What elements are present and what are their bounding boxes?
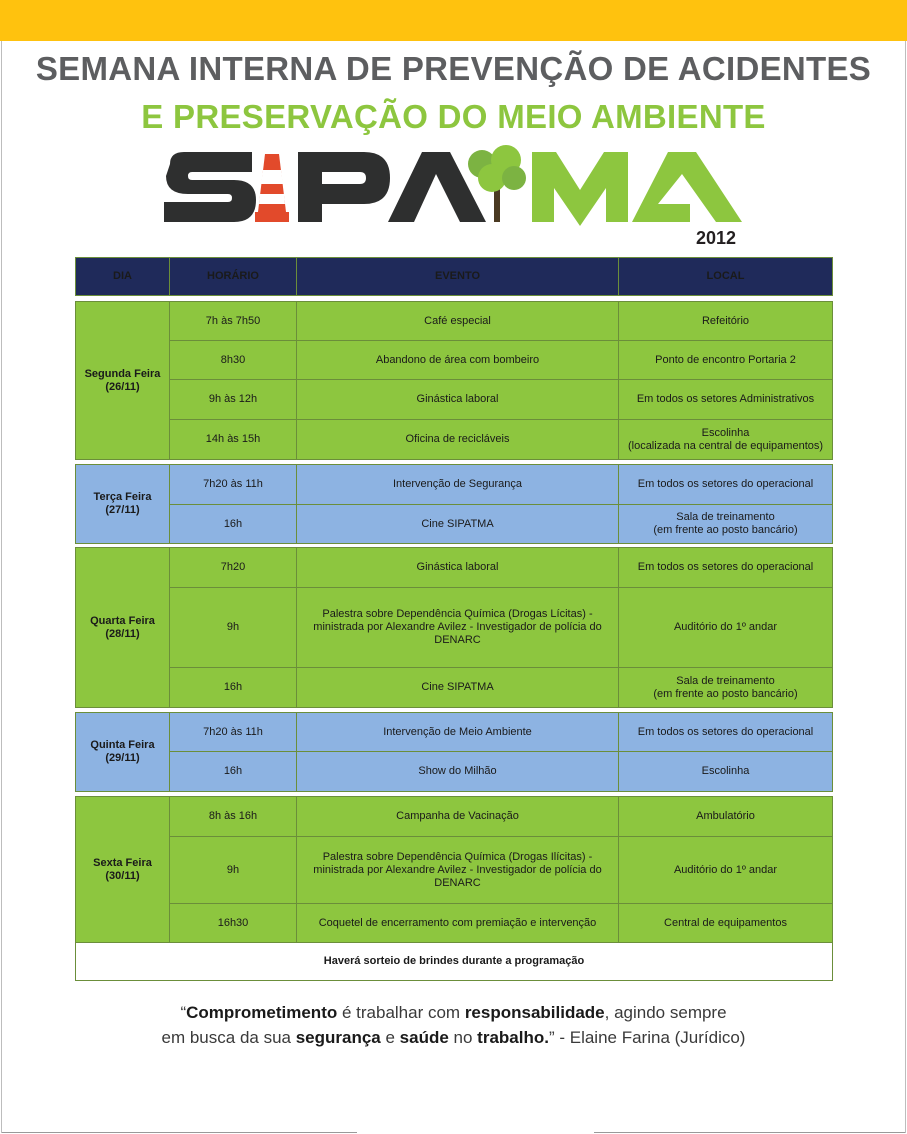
event-cell: Show do Milhão bbox=[297, 752, 619, 792]
event-cell: Intervenção de Meio Ambiente bbox=[297, 713, 619, 752]
title-line-2: E PRESERVAÇÃO DO MEIO AMBIENTE bbox=[141, 98, 766, 135]
quote-bold-5: trabalho. bbox=[477, 1028, 549, 1047]
local-cell: Em todos os setores do operacional bbox=[619, 713, 833, 752]
quote-bold-3: segurança bbox=[295, 1028, 381, 1047]
local-cell: Em todos os setores do operacional bbox=[619, 548, 833, 588]
title-line-1: SEMANA INTERNA DE PREVENÇÃO DE ACIDENTES bbox=[35, 50, 872, 87]
quote bbox=[0, 1000, 907, 1050]
top-yellow-bar bbox=[0, 0, 907, 41]
time-cell: 7h20 bbox=[170, 548, 297, 588]
time-cell: 7h às 7h50 bbox=[170, 302, 297, 341]
local-line-2: (em frente ao posto bancário) bbox=[653, 687, 798, 700]
quote-text-5: no bbox=[448, 1028, 478, 1047]
local-line-2: (localizada na central de equipamentos) bbox=[627, 439, 824, 452]
quote-text-6: ” - Elaine Farina (Jurídico) bbox=[548, 1028, 746, 1047]
day-block-wednesday bbox=[75, 547, 833, 708]
schedule-header bbox=[75, 257, 833, 296]
quote-text-4: e bbox=[380, 1028, 400, 1047]
event-cell: Campanha de Vacinação bbox=[297, 797, 619, 837]
local-cell bbox=[619, 668, 833, 708]
event-line-2: ministrada por Alexandre Avilez - Investigador de polícia do bbox=[313, 863, 602, 876]
time-cell: 16h bbox=[170, 752, 297, 792]
day-block-monday bbox=[75, 301, 833, 460]
time-cell: 9h às 12h bbox=[170, 380, 297, 420]
year-label: 2012 bbox=[696, 228, 737, 248]
day-name: Quinta Feira bbox=[90, 739, 155, 751]
local-cell: Ponto de encontro Portaria 2 bbox=[619, 341, 833, 380]
event-cell: Cine SIPATMA bbox=[297, 668, 619, 708]
event-line-3: DENARC bbox=[434, 634, 481, 646]
day-block-tuesday bbox=[75, 464, 833, 544]
quote-text-3: em busca da sua bbox=[161, 1028, 296, 1047]
event-line-2: ministrada por Alexandre Avilez - Investigador de polícia do bbox=[313, 621, 602, 633]
day-cell bbox=[76, 302, 170, 460]
local-cell: Em todos os setores Administrativos bbox=[619, 380, 833, 420]
time-cell: 9h bbox=[170, 837, 297, 904]
event-cell: Café especial bbox=[297, 302, 619, 341]
local-cell: Central de equipamentos bbox=[619, 904, 833, 943]
day-cell bbox=[76, 465, 170, 544]
event-cell bbox=[297, 837, 619, 904]
time-cell: 16h bbox=[170, 668, 297, 708]
local-cell bbox=[619, 505, 833, 544]
time-cell: 7h20 às 11h bbox=[170, 465, 297, 505]
event-cell: Oficina de recicláveis bbox=[297, 420, 619, 460]
day-date: (27/11) bbox=[105, 504, 140, 516]
day-date: (30/11) bbox=[105, 869, 140, 882]
column-header-local: LOCAL bbox=[619, 258, 833, 296]
local-cell bbox=[619, 420, 833, 460]
local-cell: Auditório do 1º andar bbox=[619, 588, 833, 668]
day-name: Sexta Feira bbox=[93, 856, 152, 869]
time-cell: 16h30 bbox=[170, 904, 297, 943]
column-header-day: DIA bbox=[76, 258, 170, 296]
local-line-1: Sala de treinamento bbox=[676, 511, 775, 523]
event-line-3: DENARC bbox=[434, 876, 481, 889]
event-line-1: Palestra sobre Dependência Química (Drogas Ilícitas) - bbox=[322, 850, 593, 863]
local-line-2: (em frente ao posto bancário) bbox=[653, 524, 798, 536]
time-cell: 8h às 16h bbox=[170, 797, 297, 837]
local-cell: Ambulatório bbox=[619, 797, 833, 837]
quote-bold-2: responsabilidade bbox=[464, 1003, 605, 1022]
local-line-1: Sala de treinamento bbox=[676, 674, 775, 687]
day-cell bbox=[76, 548, 170, 708]
day-block-friday bbox=[75, 796, 833, 981]
local-line-1: Escolinha bbox=[701, 426, 750, 439]
bottom-divider-right bbox=[594, 1132, 905, 1133]
event-cell bbox=[297, 588, 619, 668]
day-cell bbox=[76, 797, 170, 943]
day-block-thursday bbox=[75, 712, 833, 792]
bottom-divider-left bbox=[2, 1132, 357, 1133]
event-cell: Coquetel de encerramento com premiação e intervenção bbox=[297, 904, 619, 943]
day-date: (26/11) bbox=[105, 380, 140, 393]
local-cell: Em todos os setores do operacional bbox=[619, 465, 833, 505]
day-cell bbox=[76, 713, 170, 792]
quote-open: “ bbox=[180, 1003, 187, 1022]
day-date: (29/11) bbox=[105, 752, 140, 764]
raffle-note: Haverá sorteio de brindes durante a programação bbox=[76, 943, 833, 981]
event-cell: Cine SIPATMA bbox=[297, 505, 619, 544]
day-name: Quarta Feira bbox=[90, 614, 155, 627]
quote-text-1: é trabalhar com bbox=[337, 1003, 465, 1022]
time-cell: 16h bbox=[170, 505, 297, 544]
time-cell: 14h às 15h bbox=[170, 420, 297, 460]
event-cell: Ginástica laboral bbox=[297, 380, 619, 420]
local-cell: Escolinha bbox=[619, 752, 833, 792]
sipatma-logo bbox=[160, 142, 750, 237]
event-cell: Abandono de área com bombeiro bbox=[297, 341, 619, 380]
day-date: (28/11) bbox=[105, 627, 140, 640]
event-cell: Ginástica laboral bbox=[297, 548, 619, 588]
quote-bold-4: saúde bbox=[399, 1028, 449, 1047]
time-cell: 8h30 bbox=[170, 341, 297, 380]
column-header-time: HORÁRIO bbox=[170, 258, 297, 296]
event-line-1: Palestra sobre Dependência Química (Drogas Lícitas) - bbox=[322, 608, 593, 620]
column-header-event: EVENTO bbox=[297, 258, 619, 296]
time-cell: 7h20 às 11h bbox=[170, 713, 297, 752]
time-cell: 9h bbox=[170, 588, 297, 668]
quote-text-2: , agindo sempre bbox=[604, 1003, 727, 1022]
local-cell: Refeitório bbox=[619, 302, 833, 341]
event-cell: Intervenção de Segurança bbox=[297, 465, 619, 505]
quote-bold-1: Comprometimento bbox=[186, 1003, 338, 1022]
day-name: Terça Feira bbox=[93, 491, 152, 503]
day-name: Segunda Feira bbox=[84, 367, 161, 380]
local-cell: Auditório do 1º andar bbox=[619, 837, 833, 904]
